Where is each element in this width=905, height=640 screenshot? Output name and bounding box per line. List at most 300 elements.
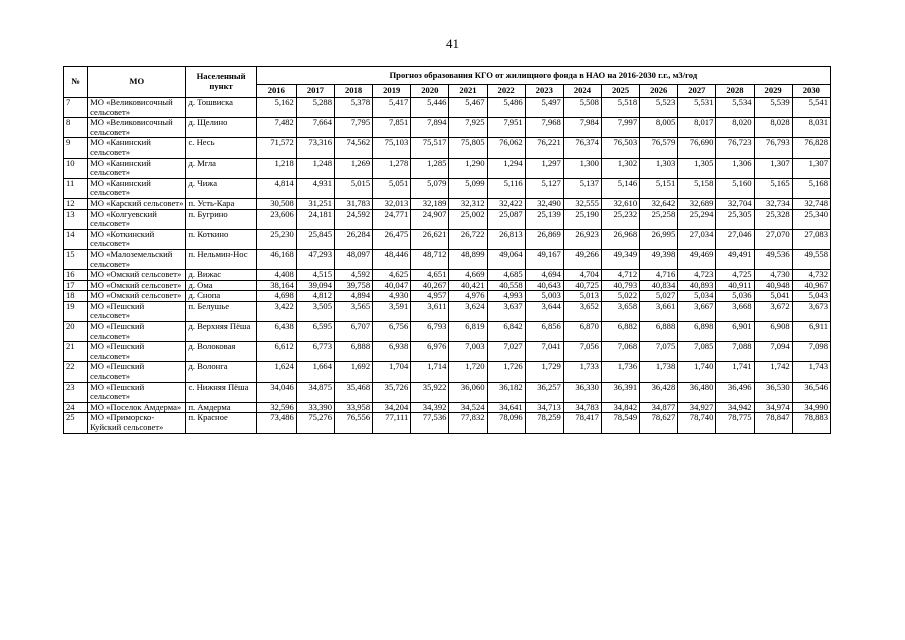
value-cell: 25,305 [716, 209, 754, 229]
municipality-cell: МО «Великовисочный сельсовет» [88, 98, 186, 118]
value-cell: 26,621 [411, 229, 449, 249]
settlement-cell: д. Мгла [186, 158, 256, 178]
value-cell: 26,475 [373, 229, 411, 249]
row-number: 19 [64, 301, 88, 321]
value-cell: 49,558 [792, 249, 830, 269]
value-cell: 1,714 [411, 362, 449, 382]
value-cell: 27,070 [754, 229, 792, 249]
year-header: 2017 [296, 85, 334, 98]
value-cell: 31,251 [296, 198, 334, 209]
value-cell: 3,652 [563, 301, 601, 321]
value-cell: 71,572 [256, 138, 296, 158]
row-number: 15 [64, 249, 88, 269]
table-row [64, 413, 831, 433]
value-cell: 3,505 [296, 301, 334, 321]
value-cell: 76,579 [640, 138, 678, 158]
value-cell: 3,565 [335, 301, 373, 321]
value-cell: 32,596 [256, 402, 296, 413]
table-row [64, 249, 831, 269]
value-cell: 77,111 [373, 413, 411, 433]
value-cell: 73,316 [296, 138, 334, 158]
value-cell: 75,805 [449, 138, 487, 158]
settlement-cell: п. Амдерма [186, 402, 256, 413]
value-cell: 4,716 [640, 270, 678, 281]
value-cell: 6,819 [449, 322, 487, 342]
value-cell: 5,151 [640, 178, 678, 198]
value-cell: 23,606 [256, 209, 296, 229]
value-cell: 32,642 [640, 198, 678, 209]
value-cell: 40,643 [525, 280, 563, 291]
value-cell: 1,664 [296, 362, 334, 382]
value-cell: 25,258 [640, 209, 678, 229]
value-cell: 6,707 [335, 322, 373, 342]
table-row [64, 98, 831, 118]
value-cell: 3,624 [449, 301, 487, 321]
table-row [64, 362, 831, 382]
row-number: 10 [64, 158, 88, 178]
value-cell: 3,658 [601, 301, 639, 321]
value-cell: 25,087 [487, 209, 525, 229]
value-cell: 33,390 [296, 402, 334, 413]
value-cell: 26,995 [640, 229, 678, 249]
value-cell: 5,013 [563, 291, 601, 302]
value-cell: 75,103 [373, 138, 411, 158]
value-cell: 1,306 [716, 158, 754, 178]
value-cell: 48,712 [411, 249, 449, 269]
value-cell: 5,288 [296, 98, 334, 118]
value-cell: 25,230 [256, 229, 296, 249]
year-header: 2026 [640, 85, 678, 98]
value-cell: 34,524 [449, 402, 487, 413]
table-row [64, 301, 831, 321]
value-cell: 40,558 [487, 280, 525, 291]
value-cell: 1,743 [792, 362, 830, 382]
value-cell: 1,738 [640, 362, 678, 382]
municipality-cell: МО «Поселок Амдерма» [88, 402, 186, 413]
value-cell: 1,741 [716, 362, 754, 382]
row-number: 23 [64, 382, 88, 402]
value-cell: 4,723 [678, 270, 716, 281]
value-cell: 1,742 [754, 362, 792, 382]
row-number: 22 [64, 362, 88, 382]
value-cell: 34,974 [754, 402, 792, 413]
value-cell: 5,099 [449, 178, 487, 198]
value-cell: 27,034 [678, 229, 716, 249]
value-cell: 3,673 [792, 301, 830, 321]
value-cell: 34,392 [411, 402, 449, 413]
settlement-cell: д. Вижас [186, 270, 256, 281]
value-cell: 5,446 [411, 98, 449, 118]
value-cell: 1,726 [487, 362, 525, 382]
value-cell: 4,694 [525, 270, 563, 281]
value-cell: 4,515 [296, 270, 334, 281]
value-cell: 4,698 [256, 291, 296, 302]
year-header: 2030 [792, 85, 830, 98]
value-cell: 32,689 [678, 198, 716, 209]
year-header: 2029 [754, 85, 792, 98]
value-cell: 34,046 [256, 382, 296, 402]
value-cell: 7,951 [487, 118, 525, 138]
municipality-cell: МО «Канинский сельсовет» [88, 178, 186, 198]
value-cell: 8,017 [678, 118, 716, 138]
forecast-table [63, 66, 831, 434]
table-body [64, 98, 831, 434]
value-cell: 4,993 [487, 291, 525, 302]
value-cell: 36,480 [678, 382, 716, 402]
value-cell: 1,294 [487, 158, 525, 178]
value-cell: 3,644 [525, 301, 563, 321]
value-cell: 1,290 [449, 158, 487, 178]
value-cell: 32,490 [525, 198, 563, 209]
value-cell: 38,164 [256, 280, 296, 291]
value-cell: 32,734 [754, 198, 792, 209]
value-cell: 7,075 [640, 342, 678, 362]
header-title: Прогноз образования КГО от жилищного фонда в НАО на 2016-2030 г.г., м3/год [256, 67, 830, 85]
value-cell: 40,893 [678, 280, 716, 291]
value-cell: 32,610 [601, 198, 639, 209]
year-header: 2019 [373, 85, 411, 98]
year-header: 2023 [525, 85, 563, 98]
year-header: 2024 [563, 85, 601, 98]
value-cell: 3,422 [256, 301, 296, 321]
value-cell: 5,162 [256, 98, 296, 118]
value-cell: 6,773 [296, 342, 334, 362]
settlement-cell: п. Белушье [186, 301, 256, 321]
value-cell: 49,167 [525, 249, 563, 269]
value-cell: 74,562 [335, 138, 373, 158]
value-cell: 34,877 [640, 402, 678, 413]
value-cell: 25,232 [601, 209, 639, 229]
value-cell: 76,828 [792, 138, 830, 158]
value-cell: 1,300 [563, 158, 601, 178]
value-cell: 76,690 [678, 138, 716, 158]
row-number: 24 [64, 402, 88, 413]
value-cell: 1,704 [373, 362, 411, 382]
value-cell: 7,968 [525, 118, 563, 138]
value-cell: 7,851 [373, 118, 411, 138]
value-cell: 4,685 [487, 270, 525, 281]
value-cell: 25,190 [563, 209, 601, 229]
year-header: 2027 [678, 85, 716, 98]
table-row [64, 270, 831, 281]
value-cell: 78,417 [563, 413, 601, 433]
value-cell: 73,486 [256, 413, 296, 433]
table-row [64, 280, 831, 291]
value-cell: 34,875 [296, 382, 334, 402]
value-cell: 5,051 [373, 178, 411, 198]
value-cell: 76,503 [601, 138, 639, 158]
value-cell: 7,085 [678, 342, 716, 362]
value-cell: 1,307 [792, 158, 830, 178]
value-cell: 1,740 [678, 362, 716, 382]
value-cell: 5,079 [411, 178, 449, 198]
value-cell: 8,020 [716, 118, 754, 138]
value-cell: 5,158 [678, 178, 716, 198]
value-cell: 1,303 [640, 158, 678, 178]
value-cell: 39,758 [335, 280, 373, 291]
value-cell: 7,482 [256, 118, 296, 138]
value-cell: 6,888 [640, 322, 678, 342]
row-number: 8 [64, 118, 88, 138]
value-cell: 36,546 [792, 382, 830, 402]
value-cell: 27,046 [716, 229, 754, 249]
municipality-cell: МО «Омский сельсовет» [88, 270, 186, 281]
value-cell: 1,733 [563, 362, 601, 382]
value-cell: 34,204 [373, 402, 411, 413]
value-cell: 35,726 [373, 382, 411, 402]
value-cell: 27,083 [792, 229, 830, 249]
value-cell: 1,278 [373, 158, 411, 178]
value-cell: 1,305 [678, 158, 716, 178]
value-cell: 7,068 [601, 342, 639, 362]
municipality-cell: МО «Малоземельский сельсовет» [88, 249, 186, 269]
municipality-cell: МО «Омский сельсовет» [88, 291, 186, 302]
table-row [64, 158, 831, 178]
value-cell: 5,137 [563, 178, 601, 198]
value-cell: 25,845 [296, 229, 334, 249]
value-cell: 40,948 [754, 280, 792, 291]
value-cell: 5,146 [601, 178, 639, 198]
value-cell: 49,349 [601, 249, 639, 269]
value-cell: 6,888 [335, 342, 373, 362]
value-cell: 36,330 [563, 382, 601, 402]
value-cell: 5,541 [792, 98, 830, 118]
value-cell: 5,518 [601, 98, 639, 118]
value-cell: 78,883 [792, 413, 830, 433]
value-cell: 77,832 [449, 413, 487, 433]
value-cell: 7,094 [754, 342, 792, 362]
settlement-cell: с. Нижняя Пёша [186, 382, 256, 402]
settlement-cell: д. Ома [186, 280, 256, 291]
value-cell: 25,002 [449, 209, 487, 229]
value-cell: 40,793 [601, 280, 639, 291]
value-cell: 5,116 [487, 178, 525, 198]
municipality-cell: МО «Колгуевский сельсовет» [88, 209, 186, 229]
municipality-cell: МО «Пешский сельсовет» [88, 301, 186, 321]
year-header: 2020 [411, 85, 449, 98]
value-cell: 31,783 [335, 198, 373, 209]
value-cell: 6,756 [373, 322, 411, 342]
value-cell: 4,704 [563, 270, 601, 281]
municipality-cell: МО «Великовисочный сельсовет» [88, 118, 186, 138]
value-cell: 34,641 [487, 402, 525, 413]
settlement-cell: д. Волонга [186, 362, 256, 382]
year-header: 2022 [487, 85, 525, 98]
settlement-cell: д. Чижа [186, 178, 256, 198]
value-cell: 76,062 [487, 138, 525, 158]
value-cell: 36,428 [640, 382, 678, 402]
row-number: 25 [64, 413, 88, 433]
value-cell: 26,923 [563, 229, 601, 249]
table-row [64, 178, 831, 198]
municipality-cell: МО «Канинский сельсовет» [88, 158, 186, 178]
value-cell: 26,968 [601, 229, 639, 249]
value-cell: 24,592 [335, 209, 373, 229]
table-row [64, 342, 831, 362]
value-cell: 4,814 [256, 178, 296, 198]
value-cell: 34,713 [525, 402, 563, 413]
value-cell: 24,771 [373, 209, 411, 229]
value-cell: 6,901 [716, 322, 754, 342]
municipality-cell: МО «Пешский сельсовет» [88, 322, 186, 342]
value-cell: 5,034 [678, 291, 716, 302]
value-cell: 76,221 [525, 138, 563, 158]
value-cell: 33,958 [335, 402, 373, 413]
value-cell: 1,736 [601, 362, 639, 382]
table-row [64, 118, 831, 138]
value-cell: 8,005 [640, 118, 678, 138]
table-row [64, 229, 831, 249]
value-cell: 5,003 [525, 291, 563, 302]
table-row [64, 209, 831, 229]
value-cell: 40,047 [373, 280, 411, 291]
value-cell: 7,003 [449, 342, 487, 362]
value-cell: 32,704 [716, 198, 754, 209]
value-cell: 4,957 [411, 291, 449, 302]
value-cell: 4,730 [754, 270, 792, 281]
value-cell: 5,160 [716, 178, 754, 198]
settlement-cell: п. Коткино [186, 229, 256, 249]
value-cell: 3,611 [411, 301, 449, 321]
value-cell: 3,661 [640, 301, 678, 321]
value-cell: 76,723 [716, 138, 754, 158]
value-cell: 7,027 [487, 342, 525, 362]
value-cell: 8,031 [792, 118, 830, 138]
row-number: 16 [64, 270, 88, 281]
value-cell: 49,064 [487, 249, 525, 269]
row-number: 14 [64, 229, 88, 249]
value-cell: 1,302 [601, 158, 639, 178]
value-cell: 5,165 [754, 178, 792, 198]
settlement-cell: п. Красное [186, 413, 256, 433]
value-cell: 49,491 [716, 249, 754, 269]
municipality-cell: МО «Пешский сельсовет» [88, 342, 186, 362]
value-cell: 5,417 [373, 98, 411, 118]
value-cell: 36,182 [487, 382, 525, 402]
year-header: 2021 [449, 85, 487, 98]
header-no: № [64, 67, 88, 98]
value-cell: 7,041 [525, 342, 563, 362]
table-row [64, 138, 831, 158]
settlement-cell: п. Бугрино [186, 209, 256, 229]
value-cell: 4,592 [335, 270, 373, 281]
value-cell: 35,468 [335, 382, 373, 402]
value-cell: 49,398 [640, 249, 678, 269]
value-cell: 3,667 [678, 301, 716, 321]
value-cell: 4,812 [296, 291, 334, 302]
value-cell: 24,181 [296, 209, 334, 229]
value-cell: 4,625 [373, 270, 411, 281]
value-cell: 49,469 [678, 249, 716, 269]
value-cell: 4,712 [601, 270, 639, 281]
value-cell: 26,869 [525, 229, 563, 249]
value-cell: 6,842 [487, 322, 525, 342]
value-cell: 36,530 [754, 382, 792, 402]
value-cell: 1,720 [449, 362, 487, 382]
value-cell: 78,259 [525, 413, 563, 433]
table-row [64, 402, 831, 413]
settlement-cell: д. Волоковая [186, 342, 256, 362]
value-cell: 46,168 [256, 249, 296, 269]
year-header: 2025 [601, 85, 639, 98]
value-cell: 30,508 [256, 198, 296, 209]
value-cell: 4,669 [449, 270, 487, 281]
page-number: 41 [446, 36, 459, 51]
value-cell: 5,534 [716, 98, 754, 118]
value-cell: 48,446 [373, 249, 411, 269]
value-cell: 49,536 [754, 249, 792, 269]
row-number: 18 [64, 291, 88, 302]
header-mo: МО [88, 67, 186, 98]
value-cell: 7,098 [792, 342, 830, 362]
value-cell: 5,531 [678, 98, 716, 118]
value-cell: 7,997 [601, 118, 639, 138]
value-cell: 4,976 [449, 291, 487, 302]
value-cell: 1,307 [754, 158, 792, 178]
value-cell: 76,374 [563, 138, 601, 158]
value-cell: 1,269 [335, 158, 373, 178]
value-cell: 4,931 [296, 178, 334, 198]
value-cell: 6,793 [411, 322, 449, 342]
row-number: 20 [64, 322, 88, 342]
value-cell: 36,391 [601, 382, 639, 402]
value-cell: 48,899 [449, 249, 487, 269]
value-cell: 78,549 [601, 413, 639, 433]
value-cell: 32,013 [373, 198, 411, 209]
value-cell: 5,027 [640, 291, 678, 302]
value-cell: 40,267 [411, 280, 449, 291]
value-cell: 34,783 [563, 402, 601, 413]
row-number: 9 [64, 138, 88, 158]
value-cell: 5,036 [716, 291, 754, 302]
value-cell: 25,340 [792, 209, 830, 229]
value-cell: 6,882 [601, 322, 639, 342]
value-cell: 6,595 [296, 322, 334, 342]
value-cell: 6,911 [792, 322, 830, 342]
value-cell: 5,015 [335, 178, 373, 198]
value-cell: 5,127 [525, 178, 563, 198]
row-number: 17 [64, 280, 88, 291]
value-cell: 7,984 [563, 118, 601, 138]
value-cell: 5,043 [792, 291, 830, 302]
header-place: Населенный пункт [186, 67, 256, 98]
municipality-cell: МО «Приморско-Куйский сельсовет» [88, 413, 186, 433]
value-cell: 26,284 [335, 229, 373, 249]
value-cell: 26,813 [487, 229, 525, 249]
value-cell: 78,096 [487, 413, 525, 433]
municipality-cell: МО «Пешский сельсовет» [88, 362, 186, 382]
value-cell: 6,908 [754, 322, 792, 342]
value-cell: 77,536 [411, 413, 449, 433]
row-number: 13 [64, 209, 88, 229]
value-cell: 78,740 [678, 413, 716, 433]
value-cell: 39,094 [296, 280, 334, 291]
value-cell: 76,793 [754, 138, 792, 158]
value-cell: 32,189 [411, 198, 449, 209]
municipality-cell: МО «Карский сельсовет» [88, 198, 186, 209]
row-number: 7 [64, 98, 88, 118]
year-header: 2018 [335, 85, 373, 98]
value-cell: 24,907 [411, 209, 449, 229]
value-cell: 49,266 [563, 249, 601, 269]
value-cell: 32,312 [449, 198, 487, 209]
year-header: 2016 [256, 85, 296, 98]
value-cell: 40,911 [716, 280, 754, 291]
value-cell: 34,927 [678, 402, 716, 413]
value-cell: 3,591 [373, 301, 411, 321]
value-cell: 7,894 [411, 118, 449, 138]
value-cell: 3,637 [487, 301, 525, 321]
